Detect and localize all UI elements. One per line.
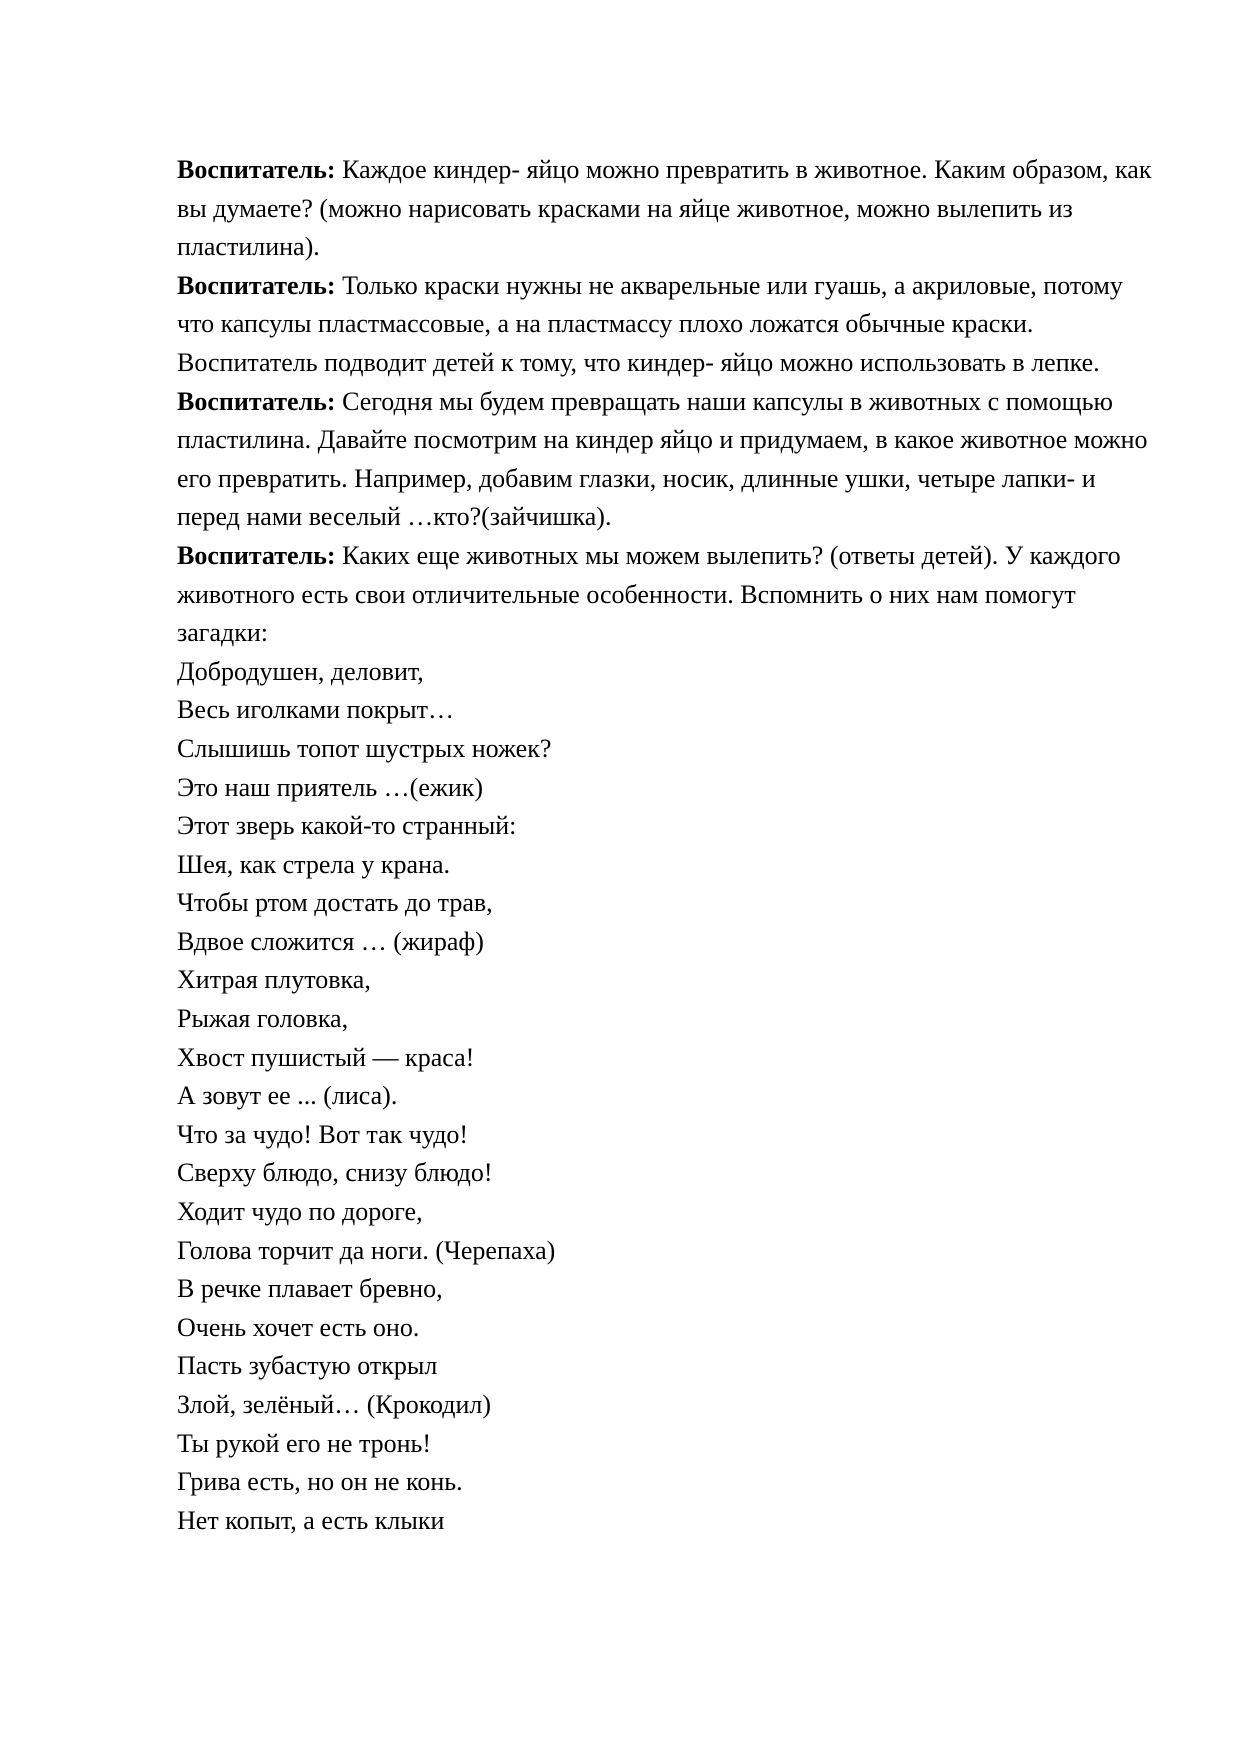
riddle-line: Ходит чудо по дороге, [177,1197,423,1227]
paragraph [177,151,1157,267]
paragraph [177,383,1157,537]
riddle-line: Хитрая плутовка, [177,965,371,995]
paragraph-text: Каждое киндер- яйцо можно превратить в животное. Каким образом, как вы думаете? (можно нарисовать красками на яйце животное, можно вылепить из пластилина). [177,155,1152,262]
riddle-line: Хвост пушистый — краса! [177,1042,475,1072]
paragraph-text: Только краски нужны не акварельные или гуашь, а акриловые, потому что капсулы пластмассовые, а на пластмассу плохо ложатся обычные краски. [177,270,1123,339]
speaker-label: Воспитатель: [177,540,336,570]
riddle-line: Слышишь топот шустрых ножек? [177,733,552,763]
speaker-label: Воспитатель: [177,270,336,300]
riddle-line: Этот зверь какой-то странный: [177,811,517,841]
riddle-line: Весь иголками покрыт… [177,695,455,725]
riddle-line: Грива есть, но он не конь. [177,1467,463,1497]
riddle-line: Шея, как стрела у крана. [177,849,451,879]
riddle-line: Вдвое сложится … (жираф) [177,926,484,956]
riddle-line: Ты рукой его не тронь! [177,1428,432,1458]
paragraph-text: Каких еще животных мы можем вылепить? (ответы детей). У каждого животного есть свои отличительные особенности. Вспомнить о них нам помогут загадки: [177,540,1121,648]
riddle-line: Злой, зелёный… (Крокодил) [177,1390,492,1419]
riddle-line: Голова торчит да ноги. (Черепаха) [177,1235,556,1265]
riddle-line: Сверху блюдо, снизу блюдо! [177,1158,493,1188]
paragraph-text: Воспитатель подводит детей к тому, что киндер- яйцо можно использовать в лепке. [177,347,1100,377]
riddle-line: Пасть зубастую открыл [177,1351,438,1381]
speaker-label: Воспитатель: [177,155,336,184]
riddle-line: Это наш приятель …(ежик) [177,772,484,802]
riddle-line: Рыжая головка, [177,1004,349,1034]
riddle-line: А зовут ее ... (лиса). [177,1081,398,1111]
paragraph [177,537,1157,653]
paragraph [177,344,1157,383]
riddle-line: Добродушен, деловит, [177,656,424,686]
paragraph-text: Сегодня мы будем превращать наши капсулы в животных с помощью пластилина. Давайте посмотрим на киндер яйцо и придумаем, в какое животное можно его превратить. Например, добавим глазки, носик, длинные ушки, четыре лапки- и перед нами веселый …кто?(зайчишка). [177,386,1148,532]
riddle-line: Что за чудо! Вот так чудо! [177,1119,469,1149]
speaker-label: Воспитатель: [177,386,336,416]
document-body [177,151,1157,1540]
riddle-line: Очень хочет есть оно. [177,1312,420,1342]
paragraph [177,267,1157,344]
riddle-line: В речке плавает бревно, [177,1274,443,1304]
riddle-line: Чтобы ртом достать до трав, [177,888,493,918]
riddle-line: Нет копыт, а есть клыки [177,1505,445,1535]
